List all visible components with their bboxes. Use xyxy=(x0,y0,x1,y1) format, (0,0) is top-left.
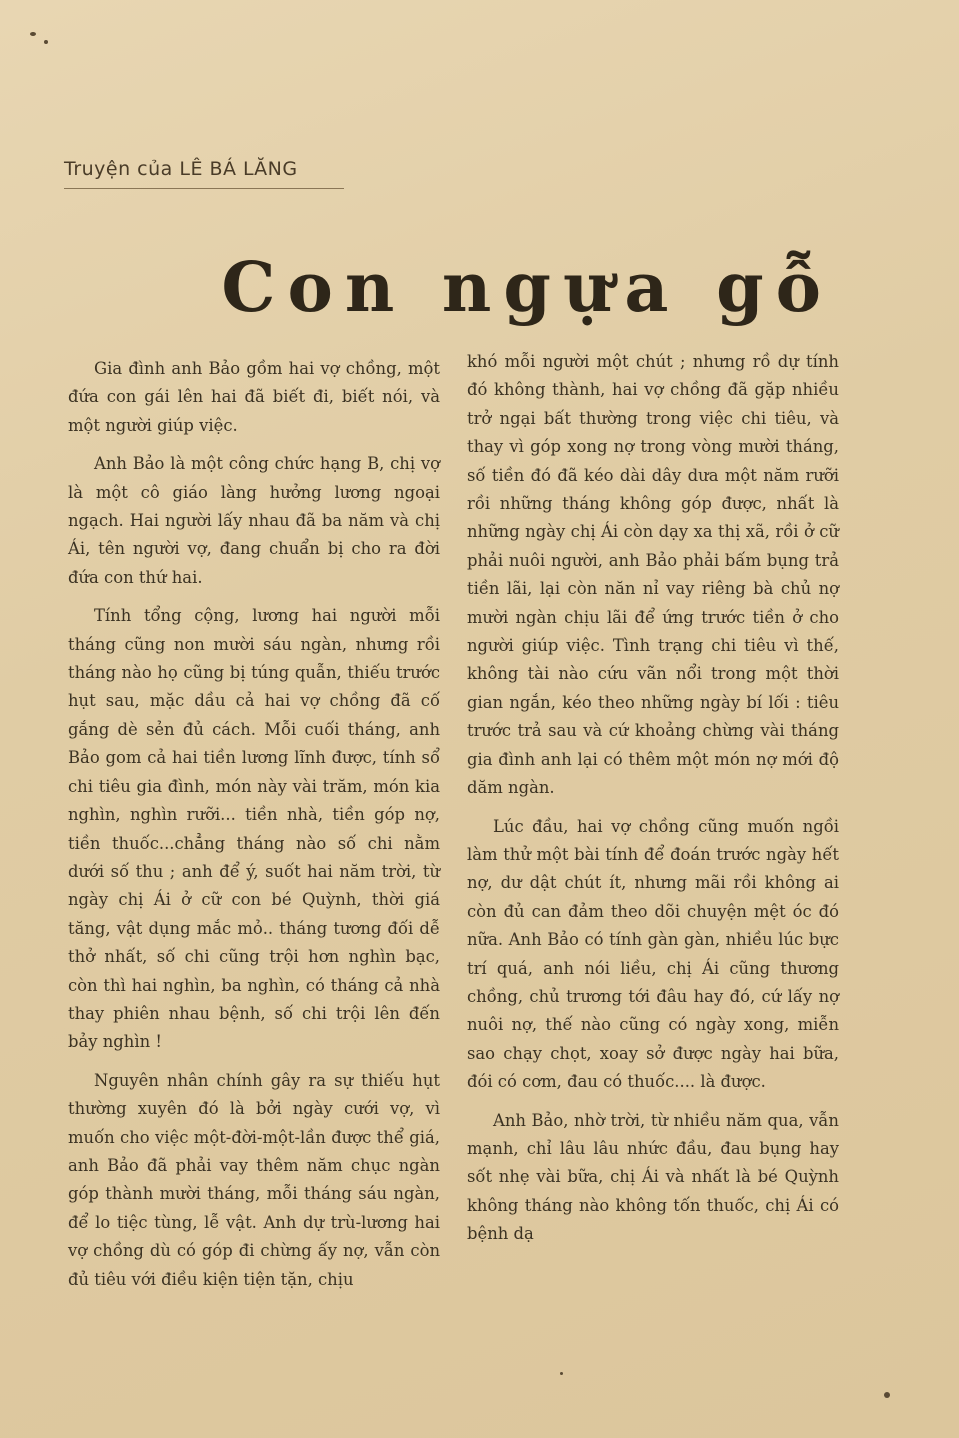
paper-speck xyxy=(884,1392,890,1398)
byline-underline xyxy=(64,188,344,189)
paper-speck xyxy=(560,1372,563,1375)
left-text-column xyxy=(68,355,440,1304)
paragraph: khó mỗi người một chút ; nhưng rồ dự tính đó không thành, hai vợ chồng đã gặp nhiều trở ngại bất thường trong việc chi tiêu, và thay vì góp xong nợ trong vòng mười tháng, số tiền đó đã kéo dài dây dưa một năm rưỡi rồi những tháng không góp được, nhất là những ngày chị Ái còn dạy xa thị xã, rồi ở cữ phải nuôi người, anh Bảo phải bấm bụng trả tiền lãi, lại còn năn nỉ vay riêng bà chủ nợ mười ngàn chịu lãi để ứng trước tiền ở cho người giúp việc. Tình trạng chi tiêu vì thế, không tài nào cứu vãn nổi trong một thời gian ngắn, kéo theo những ngày bí lối : tiêu trước trả sau và cứ khoảng chừng vài tháng gia đình anh lại có thêm một món nợ mới độ dăm ngàn. xyxy=(467,352,839,798)
paragraph: Anh Bảo, nhờ trời, từ nhiều năm qua, vẫn mạnh, chỉ lâu lâu nhức đầu, đau bụng hay sốt nhẹ vài bữa, chị Ái và nhất là bé Quỳnh không tháng nào không tốn thuốc, chị Ái có bệnh dạ xyxy=(467,1110,839,1244)
author-byline: Truyện của LÊ BÁ LĂNG xyxy=(64,158,298,180)
paragraph: Gia đình anh Bảo gồm hai vợ chồng, một đứa con gái lên hai đã biết đi, biết nói, và một người giúp việc. xyxy=(68,359,440,435)
paper-speck xyxy=(30,32,36,36)
story-title: Con ngựa gỗ xyxy=(221,248,833,328)
paragraph: Tính tổng cộng, lương hai người mỗi tháng cũng non mười sáu ngàn, nhưng rồi tháng nào họ cũng bị túng quẫn, thiếu trước hụt sau, mặc dầu cả hai vợ chồng đã cố gắng dè sẻn đủ cách. Mỗi cuối tháng, anh Bảo gom cả hai tiền lương lĩnh được, tính sổ chi tiêu gia đình, món này vài trăm, món kia nghìn, nghìn rưỡi... tiền nhà, tiền góp nợ, tiền thuốc...chẳng tháng nào số chi nằm dưới số thu ; anh để ý, suốt hai năm trời, từ ngày chị Ái ở cữ con bé Quỳnh, thời giá tăng, vật dụng mắc mỏ.. tháng tương đối dễ thở nhất, số chi cũng trội hơn nghìn bạc, còn thì hai nghìn, ba nghìn, có tháng cả nhà thay phiên nhau bệnh, số chi trội lên đến bảy nghìn ! xyxy=(68,606,440,1052)
paragraph: Lúc đầu, hai vợ chồng cũng muốn ngồi làm thử một bài tính để đoán trước ngày hết nợ, dư dật chút ít, nhưng mãi rồi không ai còn đủ can đảm theo dõi chuyện mệt óc đó nữa. Anh Bảo có tính gàn gàn, nhiều lúc bực trí quá, anh nói liều, chị Ái cũng thương chồng, chủ trương tới đâu hay đó, cứ lấy nợ nuôi nợ, thế nào cũng có ngày xong, miễn sao chạy chọt, xoay sở được ngày hai bữa, đói có cơm, đau có thuốc.... là được. xyxy=(467,816,839,1092)
paragraph: Nguyên nhân chính gây ra sự thiếu hụt thường xuyên đó là bởi ngày cưới vợ, vì muốn cho việc một-đời-một-lần được thể giá, anh Bảo đã phải vay thêm năm chục ngàn góp thành mười tháng, mỗi tháng sáu ngàn, để lo tiệc tùng, lễ vật. Anh dự trù-lương hai vợ chồng dù có góp đi chừng ấy nợ, vẫn còn đủ tiêu với điều kiện tiện tặn, chịu xyxy=(68,1070,440,1289)
right-text-column xyxy=(467,348,839,1259)
paper-speck xyxy=(44,40,48,44)
paragraph: Anh Bảo là một công chức hạng B, chị vợ là một cô giáo làng hưởng lương ngoại ngạch. Hai người lấy nhau đã ba năm và chị Ái, tên người vợ, đang chuẩn bị cho ra đời đứa con thứ hai. xyxy=(68,454,440,587)
